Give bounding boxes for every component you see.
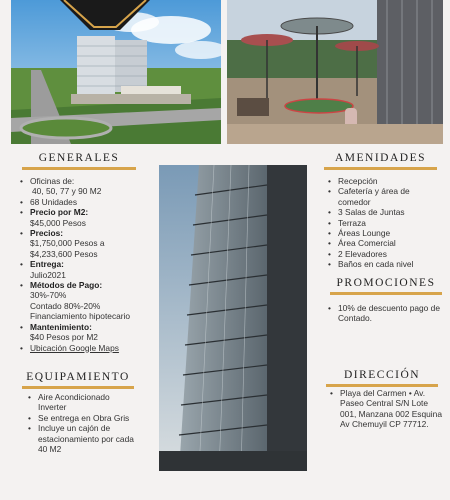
direccion-title: DIRECCIÓN [326,369,438,387]
logo-badge [60,0,150,30]
list-item: • Terraza [328,218,436,228]
list-item: • Áreas Lounge [328,228,436,238]
list-item: • Entrega: Julio2021 [20,259,160,280]
amenidades-title: AMENIDADES [324,152,437,170]
list-item: • 10% de descuento pago de Contado. [328,303,440,324]
list-item: • Área Comercial [328,238,436,248]
list-item: • 2 Elevadores [328,249,436,259]
list-item: • Mantenimiento: $40 Pesos por M2 [20,322,160,343]
list-item: • Precio por M2: $45,000 Pesos [20,207,160,228]
list-item: • Incluye un cajón de estacionamiento por cada 40 M2 [28,423,136,454]
google-maps-link[interactable]: Ubicación Google Maps [30,342,119,353]
list-item: • 68 Unidades [20,197,160,207]
list-item: • Métodos de Pago: 30%-70% Contado 80%-20% Financiamiento hipotecario [20,280,160,322]
list-item [20,343,160,353]
list-item: • Se entrega en Obra Gris [28,413,136,423]
list-item: • Baños en cada nivel [328,259,436,269]
list-item: • Precios: $1,750,000 Pesos a $4,233,600 Pesos [20,228,160,259]
promociones-title: PROMOCIONES [330,277,442,295]
list-item: • Recepción [328,176,436,186]
list-item: • Aire Acondicionado Inverter [28,392,136,413]
equipamiento-list [28,392,136,454]
direccion-list [330,388,442,430]
terrace-render-photo [227,0,443,144]
generales-title: GENERALES [22,152,136,170]
amenidades-list [328,176,436,270]
generales-list [20,176,160,353]
address-text: • Playa del Carmen • Av. Paseo Central S/N Lote 001, Manzana 002 Esquina Av Chemuyil CP 77712. [330,388,442,430]
list-item: • Cafetería y área de comedor [328,186,436,207]
promociones-list [328,303,440,324]
list-item: • 3 Salas de Juntas [328,207,436,217]
equipamiento-title: EQUIPAMIENTO [22,371,134,389]
list-item: • Oficinas de: 40, 50, 77 y 90 M2 [20,176,160,197]
building-facade-photo [159,165,307,471]
